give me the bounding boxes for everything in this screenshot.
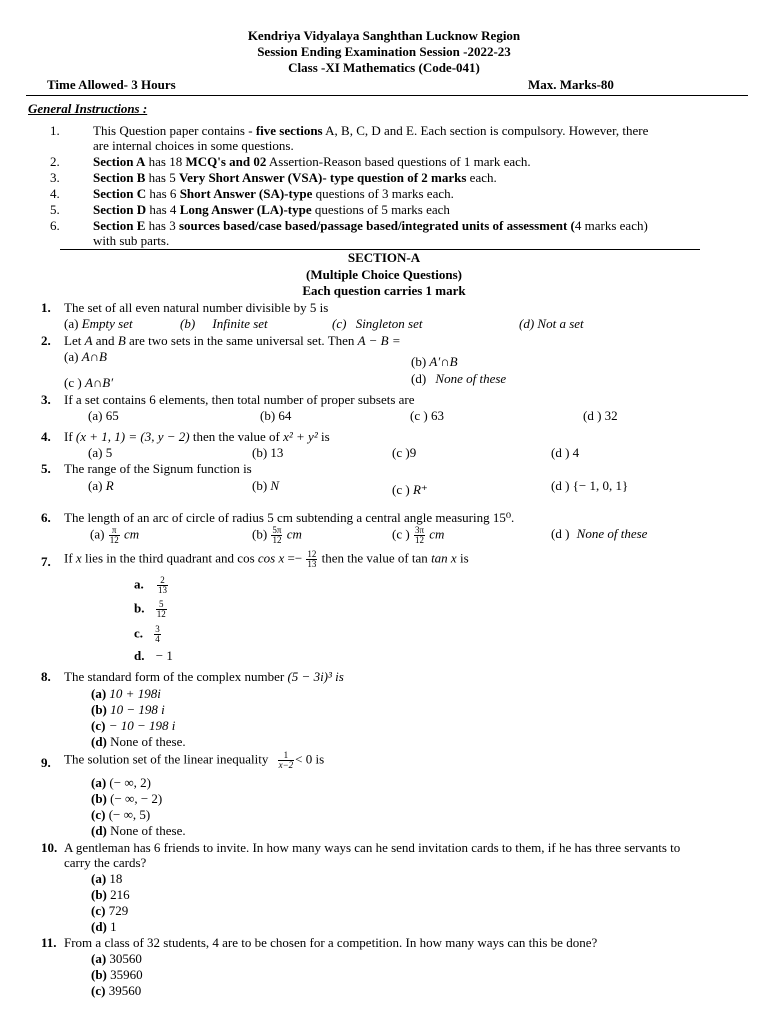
option-d: (d ) 4	[551, 445, 580, 460]
option-b: (b) 10 − 198 i	[91, 702, 165, 717]
option-b: (b) $\frac{5\pi}{12}$ cm	[252, 525, 302, 545]
option-a: (a) 10 + 198i	[91, 686, 161, 701]
section-subtitle: (Multiple Choice Questions)	[306, 267, 462, 282]
question-number: 5.	[41, 461, 51, 476]
instruction-text: Section A has 18 MCQ's and 02 Assertion-Reason based questions of 1 mark each.	[93, 154, 531, 169]
option-a: (a) R	[88, 478, 114, 493]
option-c: (c ) A∩B′	[64, 375, 114, 390]
section-note: Each question carries 1 mark	[302, 283, 466, 298]
instruction-number: 5.	[50, 202, 60, 217]
option-c: (c) (− ∞, 5)	[91, 807, 151, 822]
option-d: (d) Not a set	[519, 316, 584, 331]
option-c: (c) 39560	[91, 983, 142, 998]
option-d: (d) None of these.	[91, 823, 186, 838]
question-text: Let A and B are two sets in the same universal set. Then A − B =	[64, 333, 401, 348]
option-b: (b) 13	[252, 445, 284, 460]
option-a: (a) Empty set	[64, 316, 133, 331]
question-text: The set of all even natural number divisible by 5 is	[64, 300, 329, 315]
question-text: If (x + 1, 1) = (3, y − 2) then the value of x² + y² is	[64, 429, 330, 444]
question-number: 2.	[41, 333, 51, 348]
question-number: 11.	[41, 935, 57, 950]
instruction-number: 2.	[50, 154, 60, 169]
option-b: (b) 64	[260, 408, 292, 423]
option-a: (a) $\frac{\pi}{12}$ cm	[90, 525, 140, 545]
option-d: (d) None of these.	[91, 734, 186, 749]
question-text: The solution set of the linear inequality $\frac{1}{x-2}$ < 0 is	[64, 750, 325, 770]
option-d: (d) None of these	[411, 371, 507, 386]
option-c: (c ) R⁺	[392, 482, 428, 497]
question-text: If x lies in the third quadrant and cos cos x =− $\frac{12}{13}$ then the value of tan tan x is	[64, 549, 469, 569]
instruction-text: Section D has 4 Long Answer (LA)-type questions of 5 marks each	[93, 202, 450, 217]
option-c: (c )9	[392, 445, 417, 460]
instruction-number: 3.	[50, 170, 60, 185]
question-number: 6.	[41, 510, 51, 525]
option-d: (d ) None of these	[551, 526, 648, 541]
question-text: From a class of 32 students, 4 are to be chosen for a competition. In how many ways can this be done?	[64, 935, 598, 950]
option-a: (a) 65	[88, 408, 119, 423]
school-name: Kendriya Vidyalaya Sanghthan Lucknow Region	[247, 28, 521, 43]
class-subject: Class -XI Mathematics (Code-041)	[288, 60, 480, 75]
option-a: (a) 5	[88, 445, 113, 460]
instruction-text: Section E has 3 sources based/case based/passage based/integrated units of assessment (4 marks each)	[93, 218, 648, 233]
option-a: (a) A∩B	[64, 349, 107, 364]
max-marks: Max. Marks-80	[528, 77, 614, 92]
instructions-title: General Instructions :	[28, 101, 148, 116]
header-divider	[26, 95, 748, 96]
time-allowed: Time Allowed- 3 Hours	[47, 77, 176, 92]
question-text: The standard form of the complex number (5 − 3i)³ is	[64, 669, 344, 684]
question-text: A gentleman has 6 friends to invite. In how many ways can he send invitation cards to them, if he has three servants to	[64, 840, 681, 855]
question-number: 9.	[41, 755, 51, 770]
option-b: (b) 35960	[91, 967, 143, 982]
option-d: (d ) {− 1, 0, 1}	[551, 478, 629, 493]
question-text: The length of an arc of circle of radius 5 cm subtending a central angle measuring 15⁰.	[64, 510, 515, 525]
option-d: (d ) 32	[583, 408, 618, 423]
option-c: (c ) $\frac{3\pi}{12}$ cm	[392, 525, 445, 545]
option-b: b. $\frac{5}{12}$	[134, 599, 166, 619]
option-b: (b) 216	[91, 887, 130, 902]
instruction-text-cont: with sub parts.	[93, 233, 170, 248]
instruction-text: Section B has 5 Very Short Answer (VSA)- type question of 2 marks each.	[93, 170, 497, 185]
section-title: SECTION-A	[347, 250, 421, 265]
option-a: (a) 30560	[91, 951, 142, 966]
option-b: (b) Infinite set	[180, 316, 268, 331]
option-c: (c) 729	[91, 903, 129, 918]
option-d: (d) 1	[91, 919, 117, 934]
question-number: 8.	[41, 669, 51, 684]
option-a: (a) 18	[91, 871, 123, 886]
option-a: a. $\frac{2}{13}$	[134, 575, 167, 595]
question-number: 1.	[41, 300, 51, 315]
question-text-cont: carry the cards?	[64, 855, 147, 870]
option-b: (b) (− ∞, − 2)	[91, 791, 163, 806]
option-c: c. $\frac{3}{4}$	[134, 624, 160, 644]
option-b: (b) A′∩B	[411, 354, 458, 369]
instruction-text: This Question paper contains - five sections A, B, C, D and E. Each section is compulsory. However, there	[93, 123, 649, 138]
option-c: (c) Singleton set	[332, 316, 423, 331]
option-c: (c) − 10 − 198 i	[91, 718, 176, 733]
option-c: (c ) 63	[410, 408, 444, 423]
exam-session: Session Ending Examination Session -2022-23	[257, 44, 511, 59]
option-a: (a) (− ∞, 2)	[91, 775, 151, 790]
instruction-number: 1.	[50, 123, 60, 138]
instruction-number: 6.	[50, 218, 60, 233]
option-b: (b) N	[252, 478, 280, 493]
instruction-number: 4.	[50, 186, 60, 201]
instruction-text-cont: are internal choices in some questions.	[93, 138, 294, 153]
question-text: If a set contains 6 elements, then total number of proper subsets are	[64, 392, 415, 407]
question-number: 7.	[41, 554, 51, 569]
question-text: The range of the Signum function is	[64, 461, 252, 476]
question-number: 10.	[41, 840, 58, 855]
option-d: d. − 1	[134, 648, 173, 663]
question-number: 4.	[41, 429, 51, 444]
instruction-text: Section C has 6 Short Answer (SA)-type questions of 3 marks each.	[93, 186, 454, 201]
question-number: 3.	[41, 392, 51, 407]
